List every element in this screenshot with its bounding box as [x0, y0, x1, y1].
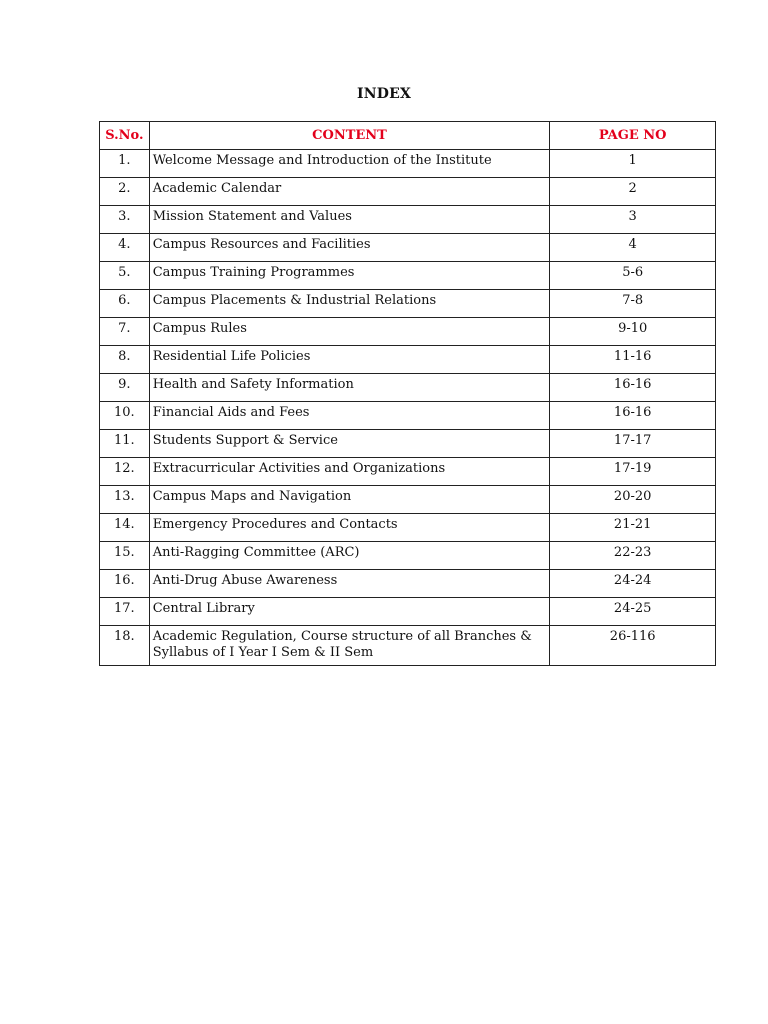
- table-row: [100, 402, 716, 430]
- row-page-no: 17-17: [550, 430, 716, 458]
- table-row: [100, 458, 716, 486]
- table-row: [100, 514, 716, 542]
- row-page-no: 26-116: [550, 626, 716, 666]
- row-content: Students Support & Service: [149, 430, 550, 458]
- row-page-no: 24-25: [550, 598, 716, 626]
- row-page-no: 20-20: [550, 486, 716, 514]
- row-sno: 5.: [100, 262, 150, 290]
- page-title: INDEX: [356, 86, 412, 102]
- row-content: Campus Placements & Industrial Relations: [149, 290, 550, 318]
- row-content: Residential Life Policies: [149, 346, 550, 374]
- row-sno: 14.: [100, 514, 150, 542]
- table-row: [100, 626, 716, 666]
- row-page-no: 4: [550, 234, 716, 262]
- row-sno: 13.: [100, 486, 150, 514]
- row-sno: 4.: [100, 234, 150, 262]
- row-content: Health and Safety Information: [149, 374, 550, 402]
- row-page-no: 17-19: [550, 458, 716, 486]
- row-sno: 11.: [100, 430, 150, 458]
- row-sno: 18.: [100, 626, 150, 666]
- column-header-page-no: PAGE NO: [550, 122, 716, 150]
- table-row: [100, 430, 716, 458]
- row-content: Anti-Drug Abuse Awareness: [149, 570, 550, 598]
- table-row: [100, 318, 716, 346]
- row-content: Welcome Message and Introduction of the Institute: [149, 150, 550, 178]
- row-sno: 12.: [100, 458, 150, 486]
- row-page-no: 16-16: [550, 374, 716, 402]
- row-sno: 9.: [100, 374, 150, 402]
- row-page-no: 16-16: [550, 402, 716, 430]
- table-row: [100, 234, 716, 262]
- row-content: Central Library: [149, 598, 550, 626]
- table-row: [100, 206, 716, 234]
- row-content: Mission Statement and Values: [149, 206, 550, 234]
- row-sno: 8.: [100, 346, 150, 374]
- row-sno: 1.: [100, 150, 150, 178]
- row-page-no: 1: [550, 150, 716, 178]
- row-content: Campus Resources and Facilities: [149, 234, 550, 262]
- table-row: [100, 486, 716, 514]
- table-row: [100, 150, 716, 178]
- row-sno: 10.: [100, 402, 150, 430]
- row-page-no: 5-6: [550, 262, 716, 290]
- row-page-no: 11-16: [550, 346, 716, 374]
- row-page-no: 3: [550, 206, 716, 234]
- row-sno: 2.: [100, 178, 150, 206]
- column-header-content: CONTENT: [149, 122, 550, 150]
- row-sno: 17.: [100, 598, 150, 626]
- row-content: Academic Regulation, Course structure of all Branches & Syllabus of I Year I Sem & II Sem: [149, 626, 550, 666]
- row-page-no: 24-24: [550, 570, 716, 598]
- row-page-no: 9-10: [550, 318, 716, 346]
- row-sno: 7.: [100, 318, 150, 346]
- row-content: Extracurricular Activities and Organizations: [149, 458, 550, 486]
- row-content: Financial Aids and Fees: [149, 402, 550, 430]
- row-page-no: 2: [550, 178, 716, 206]
- row-content: Campus Maps and Navigation: [149, 486, 550, 514]
- table-row: [100, 178, 716, 206]
- row-content: Campus Rules: [149, 318, 550, 346]
- row-sno: 3.: [100, 206, 150, 234]
- row-sno: 16.: [100, 570, 150, 598]
- row-page-no: 7-8: [550, 290, 716, 318]
- row-content: Anti-Ragging Committee (ARC): [149, 542, 550, 570]
- index-table: [99, 121, 716, 666]
- table-row: [100, 290, 716, 318]
- table-row: [100, 346, 716, 374]
- table-row: [100, 374, 716, 402]
- column-header-sno: S.No.: [100, 122, 150, 150]
- row-sno: 15.: [100, 542, 150, 570]
- row-content: Campus Training Programmes: [149, 262, 550, 290]
- row-page-no: 22-23: [550, 542, 716, 570]
- table-row: [100, 262, 716, 290]
- table-row: [100, 570, 716, 598]
- row-content: Emergency Procedures and Contacts: [149, 514, 550, 542]
- row-page-no: 21-21: [550, 514, 716, 542]
- row-content: Academic Calendar: [149, 178, 550, 206]
- row-sno: 6.: [100, 290, 150, 318]
- table-header-row: [100, 122, 716, 150]
- table-row: [100, 542, 716, 570]
- table-row: [100, 598, 716, 626]
